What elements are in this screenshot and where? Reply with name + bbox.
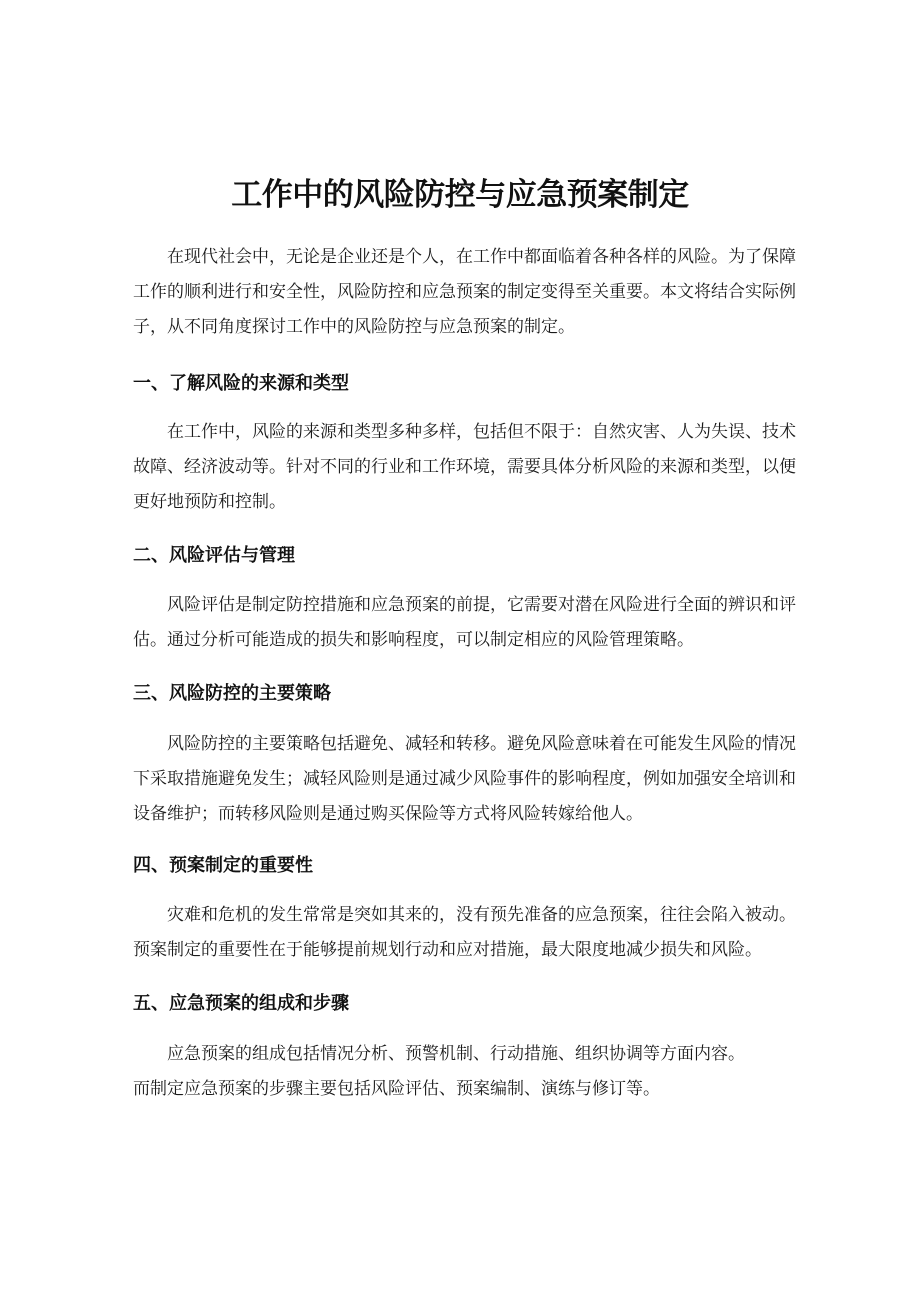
paragraph-line: 更好地预防和控制。 [133,492,286,512]
paragraph-line: 下采取措施避免发生；减轻风险则是通过减少风险事件的影响程度，例如加强安全培训和 [133,769,796,789]
paragraph-line: 工作的顺利进行和安全性，风险防控和应急预案的制定变得至关重要。本文将结合实际例 [133,282,796,302]
paragraph-line: 故障、经济波动等。针对不同的行业和工作环境，需要具体分析风险的来源和类型，以便 [133,457,796,477]
section-paragraph-2 [133,588,813,658]
paragraph-line: 灾难和危机的发生常常是突如其来的，没有预先准备的应急预案，往往会陷入被动。 [167,905,796,925]
section-heading-1: 一、了解风险的来源和类型 [133,373,349,394]
section-heading-5: 五、应急预案的组成和步骤 [133,993,349,1014]
section-paragraph-1 [133,415,813,520]
document-title: 工作中的风险防控与应急预案制定 [231,177,689,213]
paragraph-line: 风险评估是制定防控措施和应急预案的前提，它需要对潜在风险进行全面的辨识和评 [167,595,796,615]
paragraph-line: 子，从不同角度探讨工作中的风险防控与应急预案的制定。 [133,317,575,337]
section-heading-3: 三、风险防控的主要策略 [133,683,331,704]
paragraph-line: 而制定应急预案的步骤主要包括风险评估、预案编制、演练与修订等。 [133,1079,660,1099]
paragraph-line: 风险防控的主要策略包括避免、减轻和转移。避免风险意味着在可能发生风险的情况 [167,734,796,754]
paragraph-line: 预案制定的重要性在于能够提前规划行动和应对措施，最大限度地减少损失和风险。 [133,940,762,960]
paragraph-line: 估。通过分析可能造成的损失和影响程度，可以制定相应的风险管理策略。 [133,630,694,650]
paragraph-line: 在工作中，风险的来源和类型多种多样，包括但不限于：自然灾害、人为失误、技术 [167,422,796,442]
section-paragraph-3 [133,727,813,832]
intro-paragraph [133,240,813,345]
paragraph-line: 应急预案的组成包括情况分析、预警机制、行动措施、组织协调等方面内容。 [167,1044,745,1064]
paragraph-line: 设备维护；而转移风险则是通过购买保险等方式将风险转嫁给他人。 [133,804,643,824]
section-paragraph-5 [133,1037,813,1107]
paragraph-line: 在现代社会中，无论是企业还是个人，在工作中都面临着各种各样的风险。为了保障 [167,247,796,267]
section-heading-2: 二、风险评估与管理 [133,545,295,566]
section-paragraph-4 [133,898,813,968]
section-heading-4: 四、预案制定的重要性 [133,855,313,876]
